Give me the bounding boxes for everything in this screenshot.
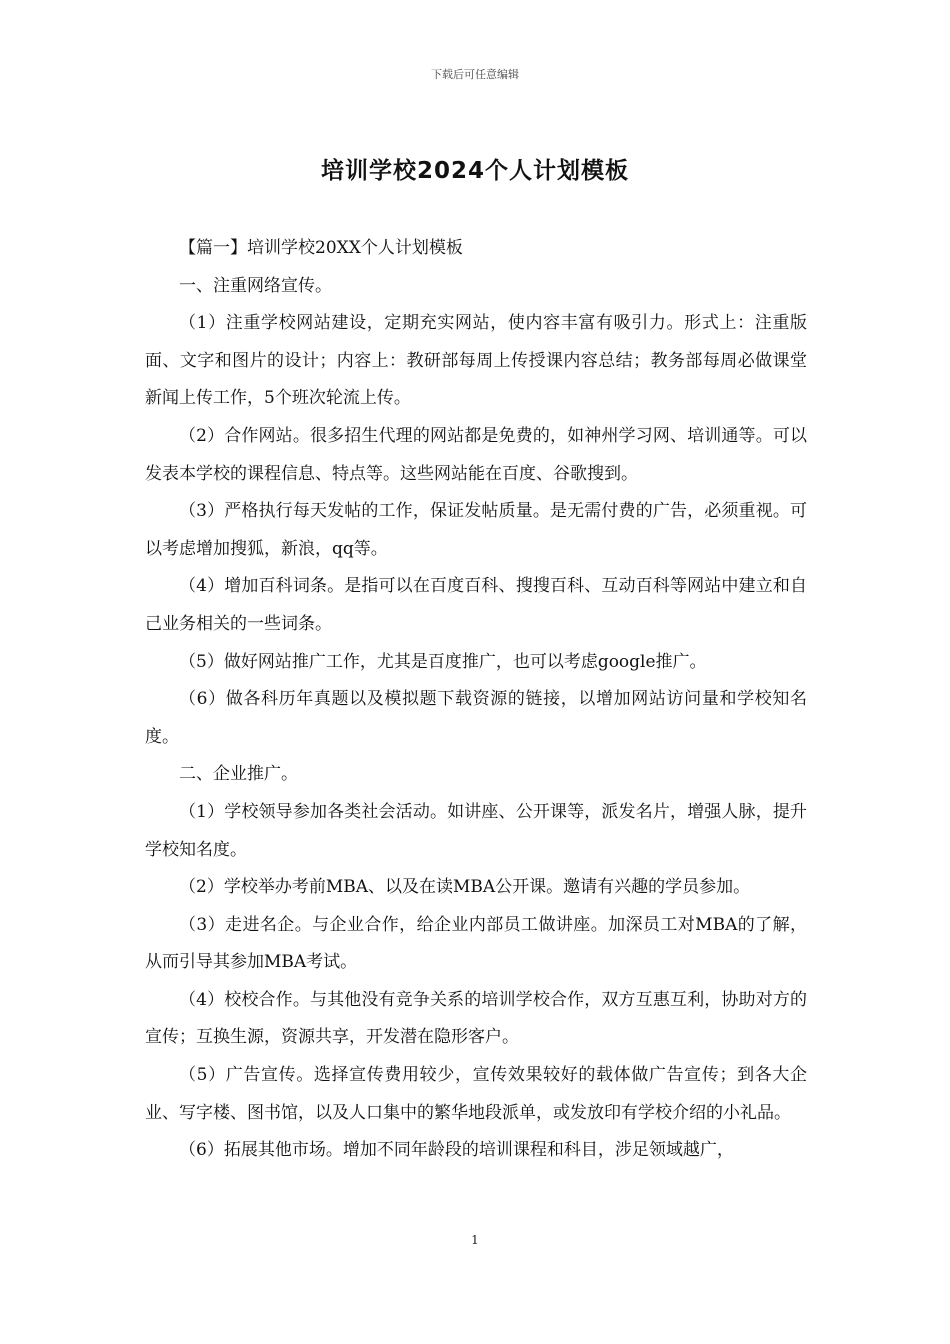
paragraph: （2）合作网站。很多招生代理的网站都是免费的，如神州学习网、培训通等。可以发表本学校的课程信息、特点等。这些网站能在百度、谷歌搜到。 xyxy=(145,425,807,484)
paragraph: （3）严格执行每天发帖的工作，保证发帖质量。是无需付费的广告，必须重视。可以考虑增加搜狐，新浪，qq等。 xyxy=(145,501,807,559)
subheading: 一、注重网络宣传。 xyxy=(179,275,332,296)
document-body xyxy=(145,230,807,1170)
section-heading: 【篇一】培训学校20XX个人计划模板 xyxy=(179,238,463,258)
paragraph: （6）拓展其他市场。增加不同年龄段的培训课程和科目，涉足领域越广， xyxy=(179,1140,734,1161)
paragraph: （5）做好网站推广工作，尤其是百度推广，也可以考虑google推广。 xyxy=(179,651,707,672)
paragraph: （2）学校举办考前MBA、以及在读MBA公开课。邀请有兴趣的学员参加。 xyxy=(179,877,751,898)
paragraph: （4）增加百科词条。是指可以在百度百科、搜搜百科、互动百科等网站中建立和自己业务相关的一些词条。 xyxy=(145,576,807,634)
paragraph: （3）走进名企。与企业合作，给企业内部员工做讲座。加深员工对MBA的了解，从而引导其参加MBA考试。 xyxy=(145,914,807,973)
paragraph: （1）学校领导参加各类社会活动。如讲座、公开课等，派发名片，增强人脉，提升学校知名度。 xyxy=(145,801,807,860)
subheading: 二、企业推广。 xyxy=(179,764,298,785)
header-note: 下载后可任意编辑 xyxy=(431,68,519,81)
paragraph: （1）注重学校网站建设，定期充实网站，使内容丰富有吸引力。形式上：注重版面、文字和图片的设计；内容上：教研部每周上传授课内容总结；教务部每周必做课堂新闻上传工作，5个班次轮流上传。 xyxy=(145,313,807,409)
document-title: 培训学校2024个人计划模板 xyxy=(320,158,629,184)
page-number: 1 xyxy=(471,1233,479,1247)
paragraph: （4）校校合作。与其他没有竞争关系的培训学校合作，双方互惠互利，协助对方的宣传；互换生源，资源共享，开发潜在隐形客户。 xyxy=(145,989,807,1048)
paragraph: （6）做各科历年真题以及模拟题下载资源的链接，以增加网站访问量和学校知名度。 xyxy=(145,689,807,747)
paragraph: （5）广告宣传。选择宣传费用较少，宣传效果较好的载体做广告宣传；到各大企业、写字楼、图书馆，以及人口集中的繁华地段派单，或发放印有学校介绍的小礼品。 xyxy=(145,1065,807,1123)
